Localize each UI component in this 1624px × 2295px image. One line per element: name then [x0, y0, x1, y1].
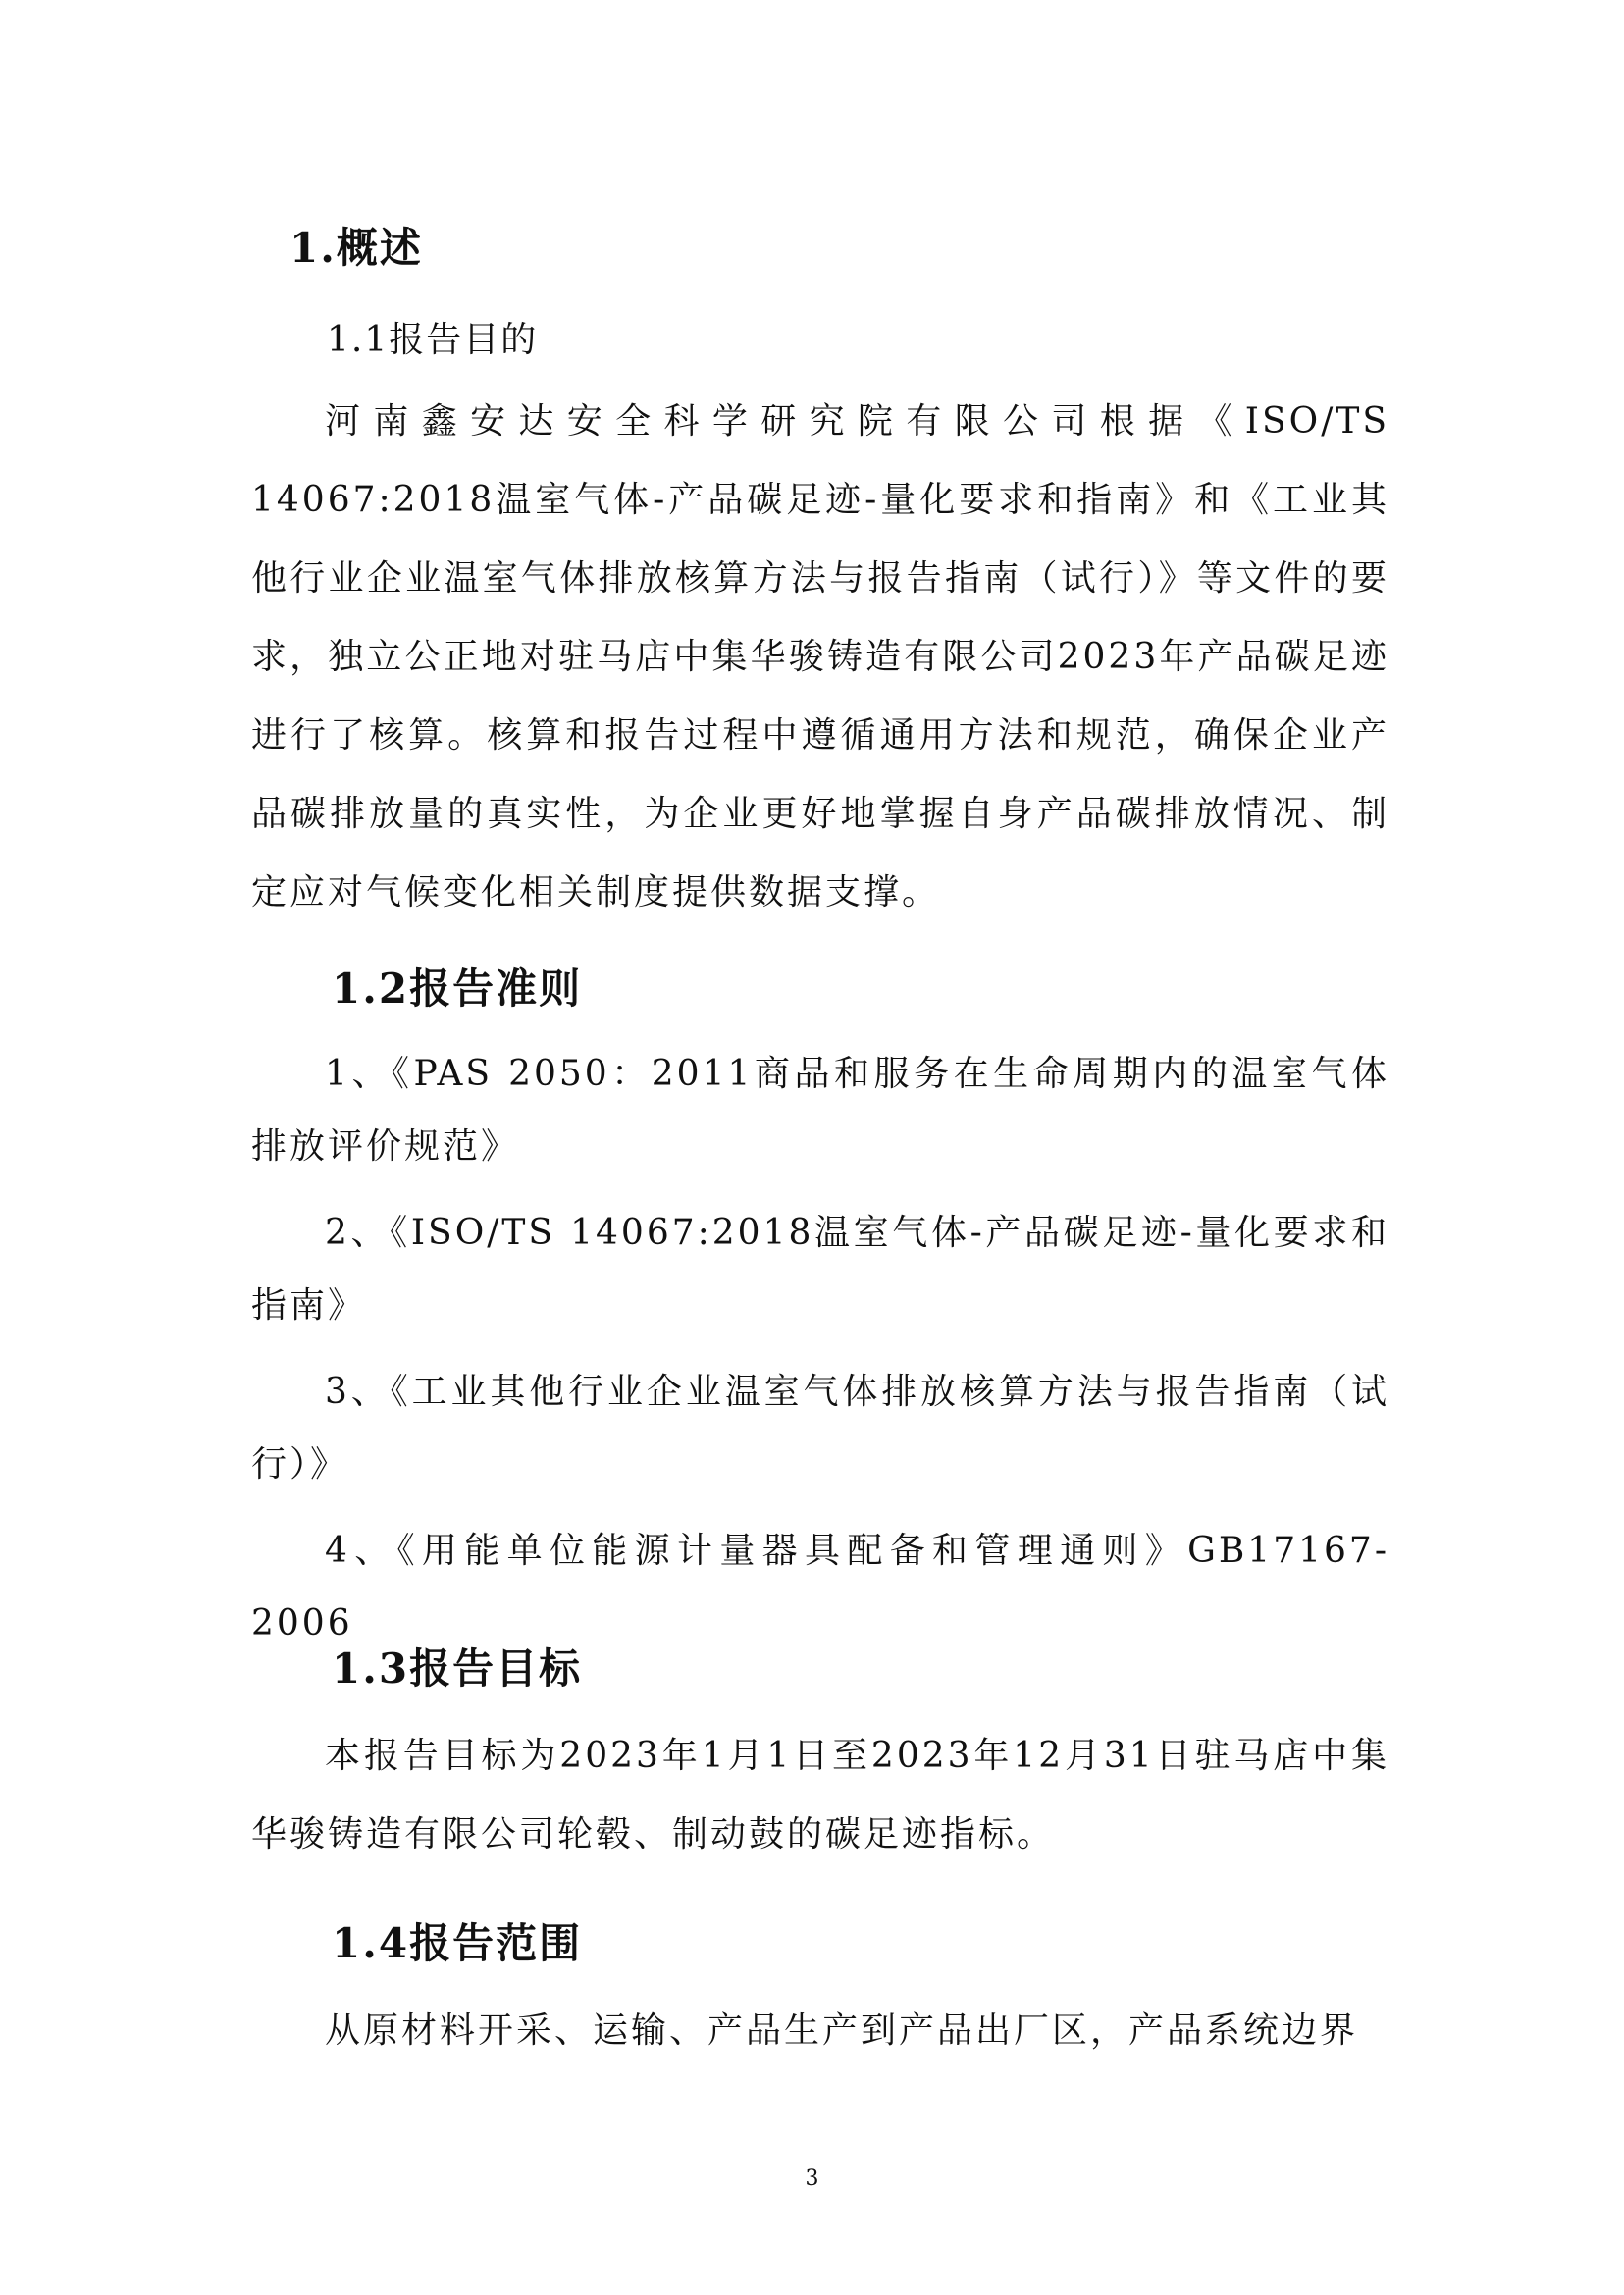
section-title-goal: 1.3报告目标 — [332, 1644, 583, 1693]
page-number: 3 — [805, 2166, 819, 2191]
scope-paragraph: 从原材料开采、运输、产品生产到产品出厂区，产品系统边界 — [325, 2010, 1359, 2051]
subsection-title-purpose: 1.1报告目的 — [327, 320, 539, 360]
section-title-scope: 1.4报告范围 — [332, 1919, 583, 1967]
goal-paragraph: 本报告目标为2023年1月1日至2023年12月31日驻马店中集华骏铸造有限公司轮毂、制动鼓的碳足迹指标。 — [251, 1736, 1389, 1854]
purpose-paragraph: 河南鑫安达安全科学研究院有限公司根据《ISO/TS 14067:2018温室气体-产品碳足迹-量化要求和指南》和《工业其他行业企业温室气体排放核算方法与报告指南（试行）》等文件的要求，独立公正地对驻马店中集华骏铸造有限公司2023年产品碳足迹进行了核算。核算和报告过程中遵循通用方法和规范，确保企业产品碳排放量的真实性，为企业更好地掌握自身产品碳排放情况、制定应对气候变化相关制度提供数据支撑。 — [251, 401, 1389, 913]
criteria-item-3: 3、《工业其他行业企业温室气体排放核算方法与报告指南（试行）》 — [251, 1372, 1389, 1485]
criteria-item-4: 4、《用能单位能源计量器具配备和管理通则》GB17167-2006 — [251, 1531, 1389, 1643]
section-title-criteria: 1.2报告准则 — [332, 965, 583, 1013]
criteria-item-2: 2、《ISO/TS 14067:2018温室气体-产品碳足迹-量化要求和指南》 — [251, 1213, 1389, 1326]
criteria-item-1: 1、《PAS 2050：2011商品和服务在生命周期内的温室气体排放评价规范》 — [251, 1054, 1389, 1167]
section-title-overview: 1.概述 — [289, 224, 423, 272]
